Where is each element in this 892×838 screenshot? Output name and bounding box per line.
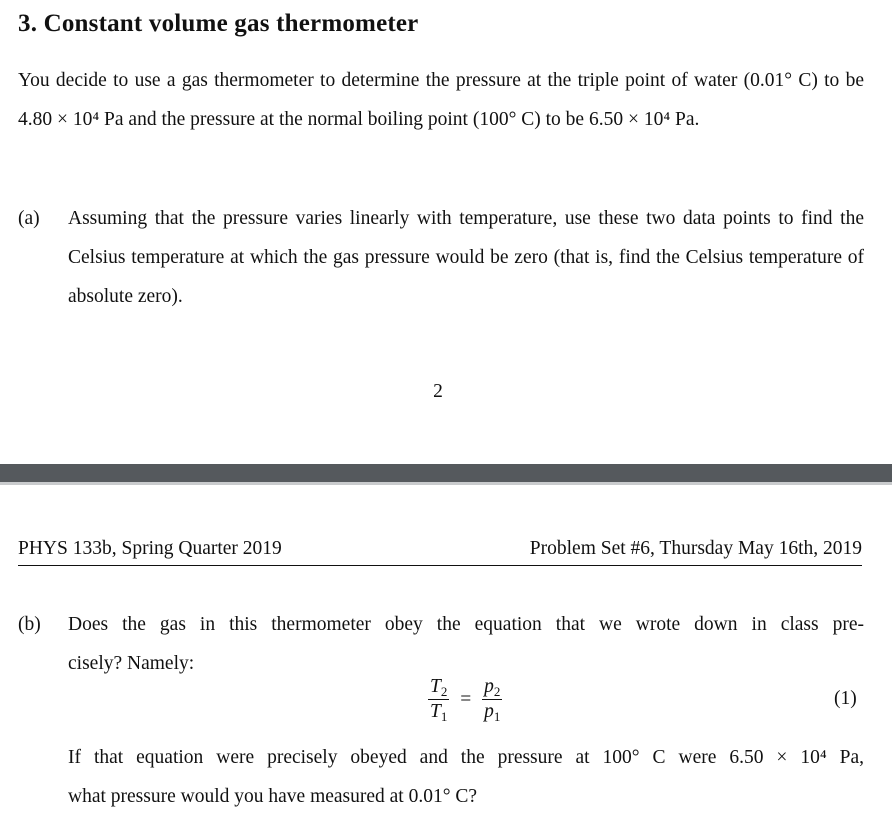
equation — [428, 675, 502, 724]
part-b-line-1: Does the gas in this thermometer obey the equation that we wrote down in class pre- — [68, 614, 864, 635]
equals-sign: = — [460, 688, 472, 710]
part-a-text: Assuming that the pressure varies linearly with temperature, use these two data points to find the Celsius temperature at which the gas pressure would be zero (that is, find the Celsius temperature of absolute zero). — [68, 208, 864, 307]
part-b-text — [68, 605, 864, 683]
problem-title: 3. Constant volume gas thermometer — [18, 10, 419, 37]
intro-paragraph: You decide to use a gas thermometer to determine the pressure at the triple point of water (0.01° C) to be 4.80 × 10⁴ Pa and the pressure at the normal boiling point (100° C) to be 6.50 × 10⁴ Pa. — [18, 70, 864, 130]
page-separator — [0, 464, 892, 482]
course-header: PHYS 133b, Spring Quarter 2019 — [18, 538, 282, 559]
page-number: 2 — [433, 381, 443, 402]
part-b-line-2: cisely? Namely: — [68, 653, 195, 674]
rhs-fraction: $\frac{p_2}{p_1}$ — [484, 676, 501, 724]
equation-number: (1) — [834, 688, 857, 709]
part-b-label: (b) — [18, 614, 41, 635]
part-a-label: (a) — [18, 208, 40, 229]
problem-set-header: Problem Set #6, Thursday May 16th, 2019 — [529, 538, 862, 559]
part-b-followup-line-2: what pressure would you have measured at 0.01° C? — [68, 786, 478, 807]
part-b-followup — [68, 738, 864, 816]
part-b-followup-line-1: If that equation were precisely obeyed and the pressure at 100° C were 6.50 × 10⁴ Pa, — [68, 747, 864, 768]
header-rule — [18, 565, 862, 566]
lhs-fraction: $\frac{T_2}{T_1}$ — [430, 676, 448, 724]
page-separator-shadow — [0, 482, 892, 485]
